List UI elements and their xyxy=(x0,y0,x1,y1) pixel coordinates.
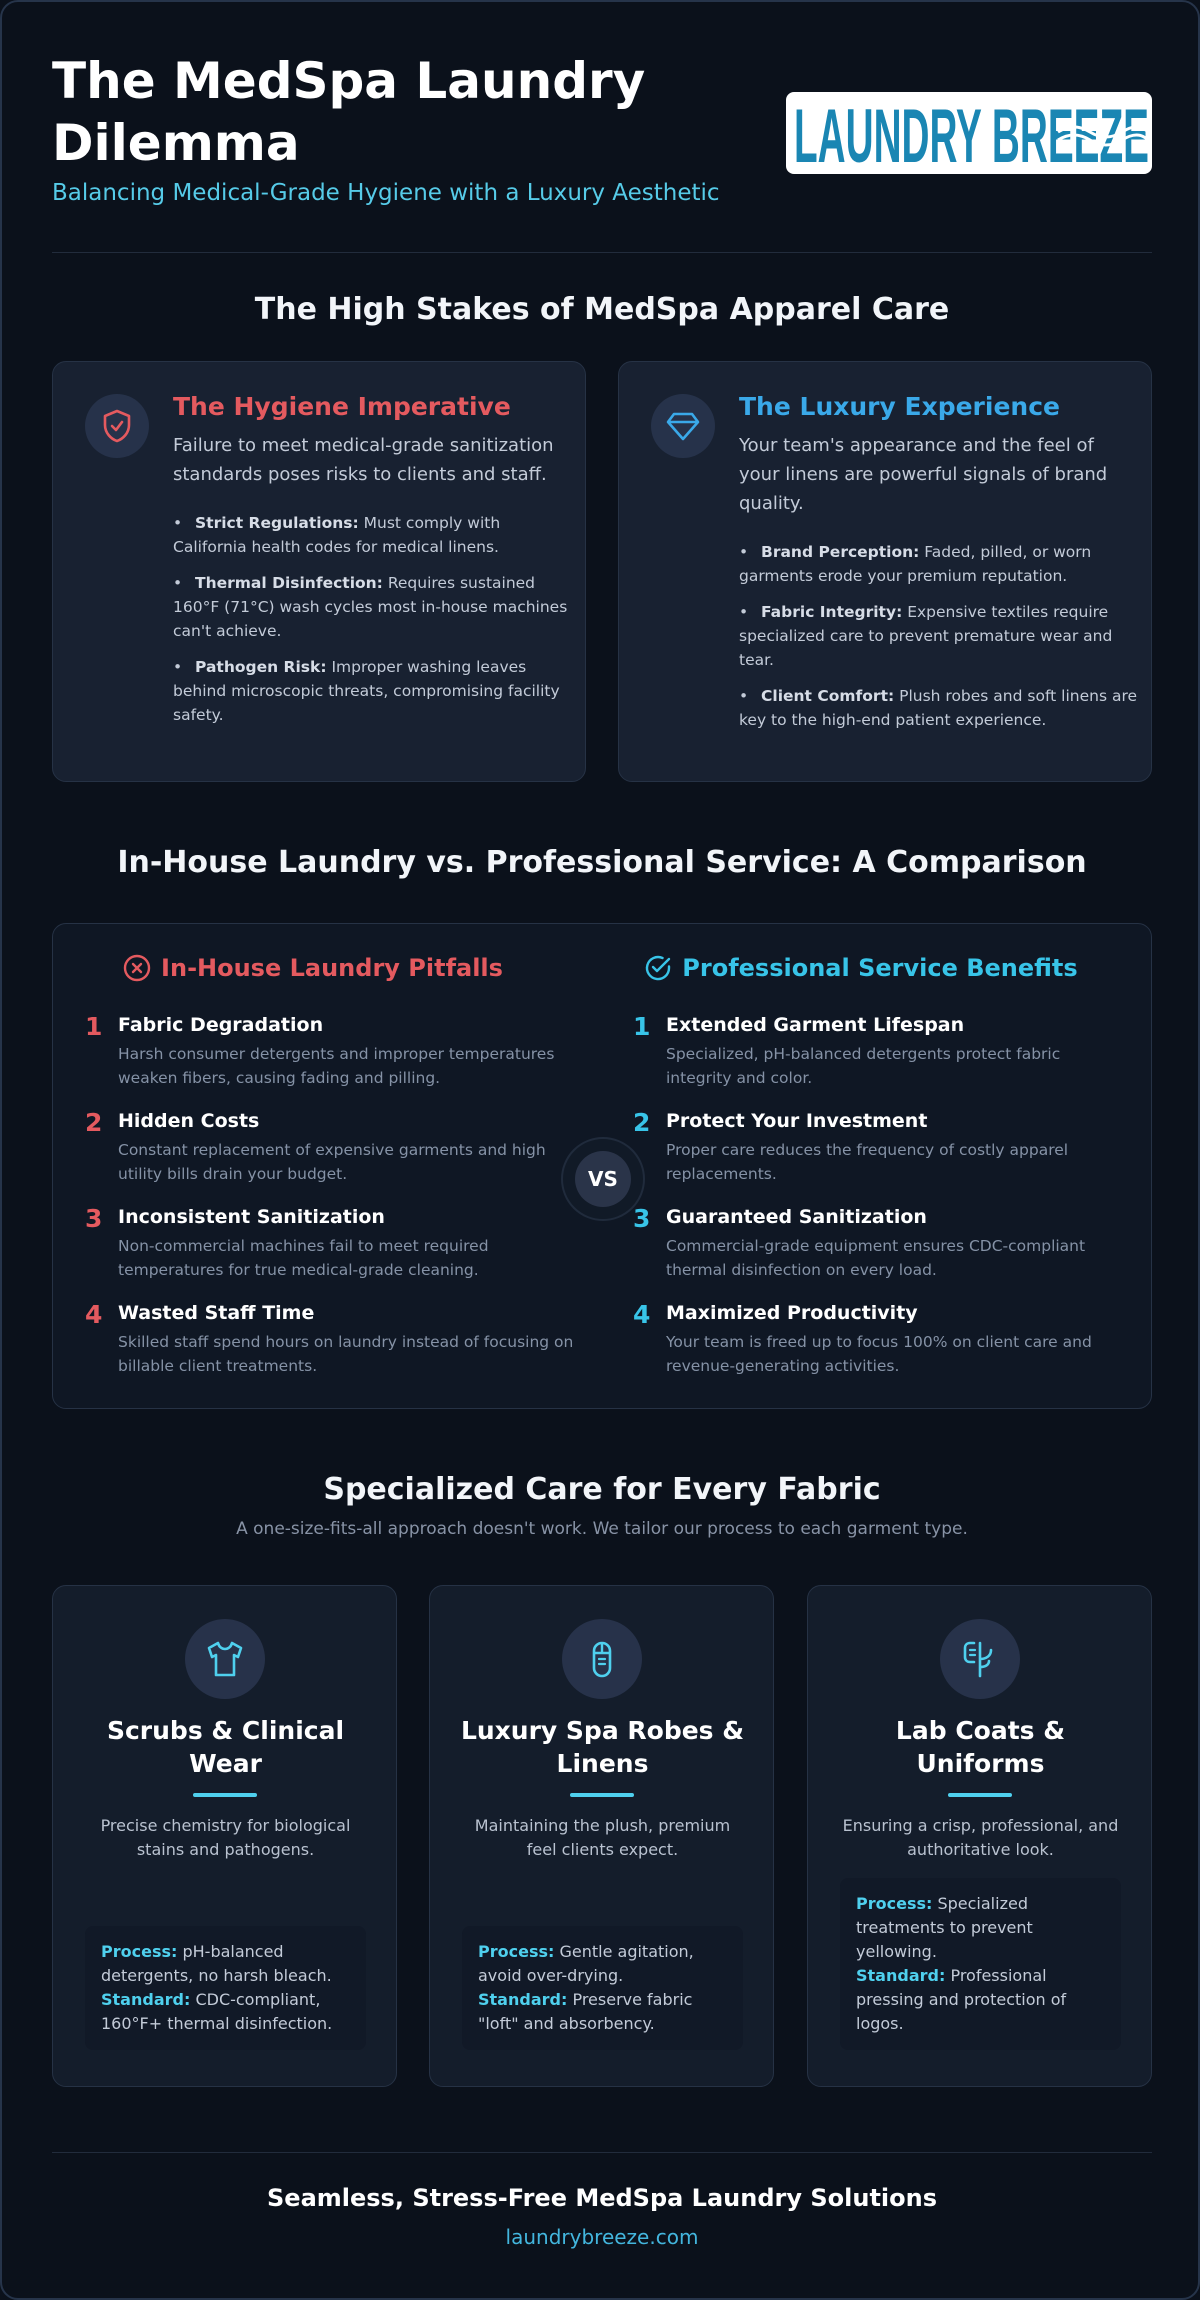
item-desc: Your team is freed up to focus 100% on client care and revenue-generating activities. xyxy=(666,1333,1092,1375)
laundry-breeze-logo[interactable] xyxy=(786,92,1152,174)
fabric-process-box: Process: Gentle agitation, avoid over-drying. Standard: Preserve fabric "loft" and absorbency. xyxy=(462,1926,743,2050)
item-desc: Proper care reduces the frequency of costly apparel replacements. xyxy=(666,1141,1069,1183)
header xyxy=(52,50,1152,206)
page-subtitle: Balancing Medical-Grade Hygiene with a Luxury Aesthetic xyxy=(52,180,720,206)
fabric-card-title: Luxury Spa Robes & Linens xyxy=(460,1716,745,1778)
item-title: Extended Garment Lifespan xyxy=(666,1014,965,1036)
accent-bar xyxy=(570,1793,634,1797)
list-item: • Fabric Integrity: Expensive textiles require specialized care to prevent premature wear and tear. xyxy=(739,603,1113,669)
fabric-process-box: Process: Specialized treatments to prevent yellowing. Standard: Professional pressing and protection of logos. xyxy=(840,1878,1121,2050)
list-item: • Strict Regulations: Must comply with California health codes for medical linens. xyxy=(173,514,501,556)
footer-title: Seamless, Stress-Free MedSpa Laundry Solutions xyxy=(267,2184,937,2212)
hygiene-intro: Failure to meet medical-grade sanitization standards poses risks to clients and staff. xyxy=(173,435,554,485)
item-title: Maximized Productivity xyxy=(666,1302,918,1324)
shield-check-icon xyxy=(85,394,149,458)
divider xyxy=(52,2152,1152,2153)
check-circle-icon xyxy=(644,954,672,982)
logo-graphic xyxy=(786,92,1152,174)
luxury-list xyxy=(739,540,1139,732)
fabrics-section-title: Specialized Care for Every Fabric xyxy=(323,1472,881,1507)
item-desc: Skilled staff spend hours on laundry instead of focusing on billable client treatments. xyxy=(118,1333,574,1375)
item-number: 2 xyxy=(85,1108,103,1137)
item-title: Guaranteed Sanitization xyxy=(666,1206,927,1228)
website-link[interactable]: laundrybreeze.com xyxy=(505,2225,699,2249)
luxury-title: The Luxury Experience xyxy=(739,392,1060,421)
robe-icon xyxy=(562,1619,642,1699)
item-number: 4 xyxy=(633,1300,651,1329)
pitfalls-heading xyxy=(53,954,573,982)
fabric-card-robes xyxy=(429,1585,774,2087)
shirt-icon xyxy=(185,1619,265,1699)
luxury-intro: Your team's appearance and the feel of your linens are powerful signals of brand quality. xyxy=(739,435,1108,514)
item-title: Protect Your Investment xyxy=(666,1110,928,1132)
item-title: Inconsistent Sanitization xyxy=(118,1206,385,1228)
list-item: • Pathogen Risk: Improper washing leaves behind microscopic threats, compromising facility safety. xyxy=(173,658,560,724)
hygiene-title: The Hygiene Imperative xyxy=(173,392,511,421)
comparison-section-title: In-House Laundry vs. Professional Service: A Comparison xyxy=(117,845,1087,880)
benefits-title: Professional Service Benefits xyxy=(682,954,1078,982)
fabrics-section-subtitle: A one-size-fits-all approach doesn't work. We tailor our process to each garment type. xyxy=(236,1519,968,1539)
list-item: • Brand Perception: Faded, pilled, or worn garments erode your premium reputation. xyxy=(739,543,1092,585)
fabric-card-title: Scrubs & Clinical Wear xyxy=(106,1716,345,1778)
fabric-card-lab-coats xyxy=(807,1585,1152,2087)
stakes-section-title: The High Stakes of MedSpa Apparel Care xyxy=(254,292,950,327)
accent-bar xyxy=(193,1793,257,1797)
item-number: 2 xyxy=(633,1108,651,1137)
fabric-card-title: Lab Coats & Uniforms xyxy=(895,1716,1066,1778)
item-desc: Constant replacement of expensive garments and high utility bills drain your budget. xyxy=(118,1141,546,1183)
item-desc: Specialized, pH-balanced detergents protect fabric integrity and color. xyxy=(666,1045,1061,1087)
fabric-card-desc: Precise chemistry for biological stains and pathogens. xyxy=(100,1816,351,1859)
list-item: • Client Comfort: Plush robes and soft linens are key to the high-end patient experience. xyxy=(739,687,1138,729)
comparison-panel xyxy=(52,923,1152,1409)
lab-coat-icon xyxy=(940,1619,1020,1699)
item-title: Hidden Costs xyxy=(118,1110,260,1132)
divider xyxy=(52,252,1152,253)
hygiene-list xyxy=(173,511,573,727)
item-title: Fabric Degradation xyxy=(118,1014,324,1036)
page-title: The MedSpa Laundry Dilemma xyxy=(52,52,646,172)
luxury-card xyxy=(618,361,1152,782)
diamond-icon xyxy=(651,394,715,458)
item-number: 4 xyxy=(85,1300,103,1329)
list-item: • Thermal Disinfection: Requires sustained 160°F (71°C) wash cycles most in-house machines can't achieve. xyxy=(173,574,568,640)
benefits-heading xyxy=(601,954,1121,982)
item-desc: Non-commercial machines fail to meet required temperatures for true medical-grade cleaning. xyxy=(118,1237,489,1279)
item-number: 1 xyxy=(85,1012,103,1041)
item-number: 3 xyxy=(633,1204,651,1233)
vs-label: VS xyxy=(575,1151,631,1207)
item-desc: Harsh consumer detergents and improper temperatures weaken fibers, causing fading and pilling. xyxy=(118,1045,555,1087)
hygiene-card xyxy=(52,361,586,782)
fabric-card-desc: Maintaining the plush, premium feel clients expect. xyxy=(474,1816,731,1859)
item-title: Wasted Staff Time xyxy=(118,1302,315,1324)
item-number: 1 xyxy=(633,1012,651,1041)
accent-bar xyxy=(948,1793,1012,1797)
x-circle-icon xyxy=(123,954,151,982)
logo-text: LAUNDRY BREEZE xyxy=(794,94,1149,174)
fabric-card-desc: Ensuring a crisp, professional, and authoritative look. xyxy=(842,1816,1119,1859)
fabric-card-scrubs xyxy=(52,1585,397,2087)
fabric-process-box: Process: pH-balanced detergents, no harsh bleach. Standard: CDC-compliant, 160°F+ thermal disinfection. xyxy=(85,1926,366,2050)
pitfalls-title: In-House Laundry Pitfalls xyxy=(161,954,503,982)
item-desc: Commercial-grade equipment ensures CDC-compliant thermal disinfection on every load. xyxy=(666,1237,1086,1279)
item-number: 3 xyxy=(85,1204,103,1233)
